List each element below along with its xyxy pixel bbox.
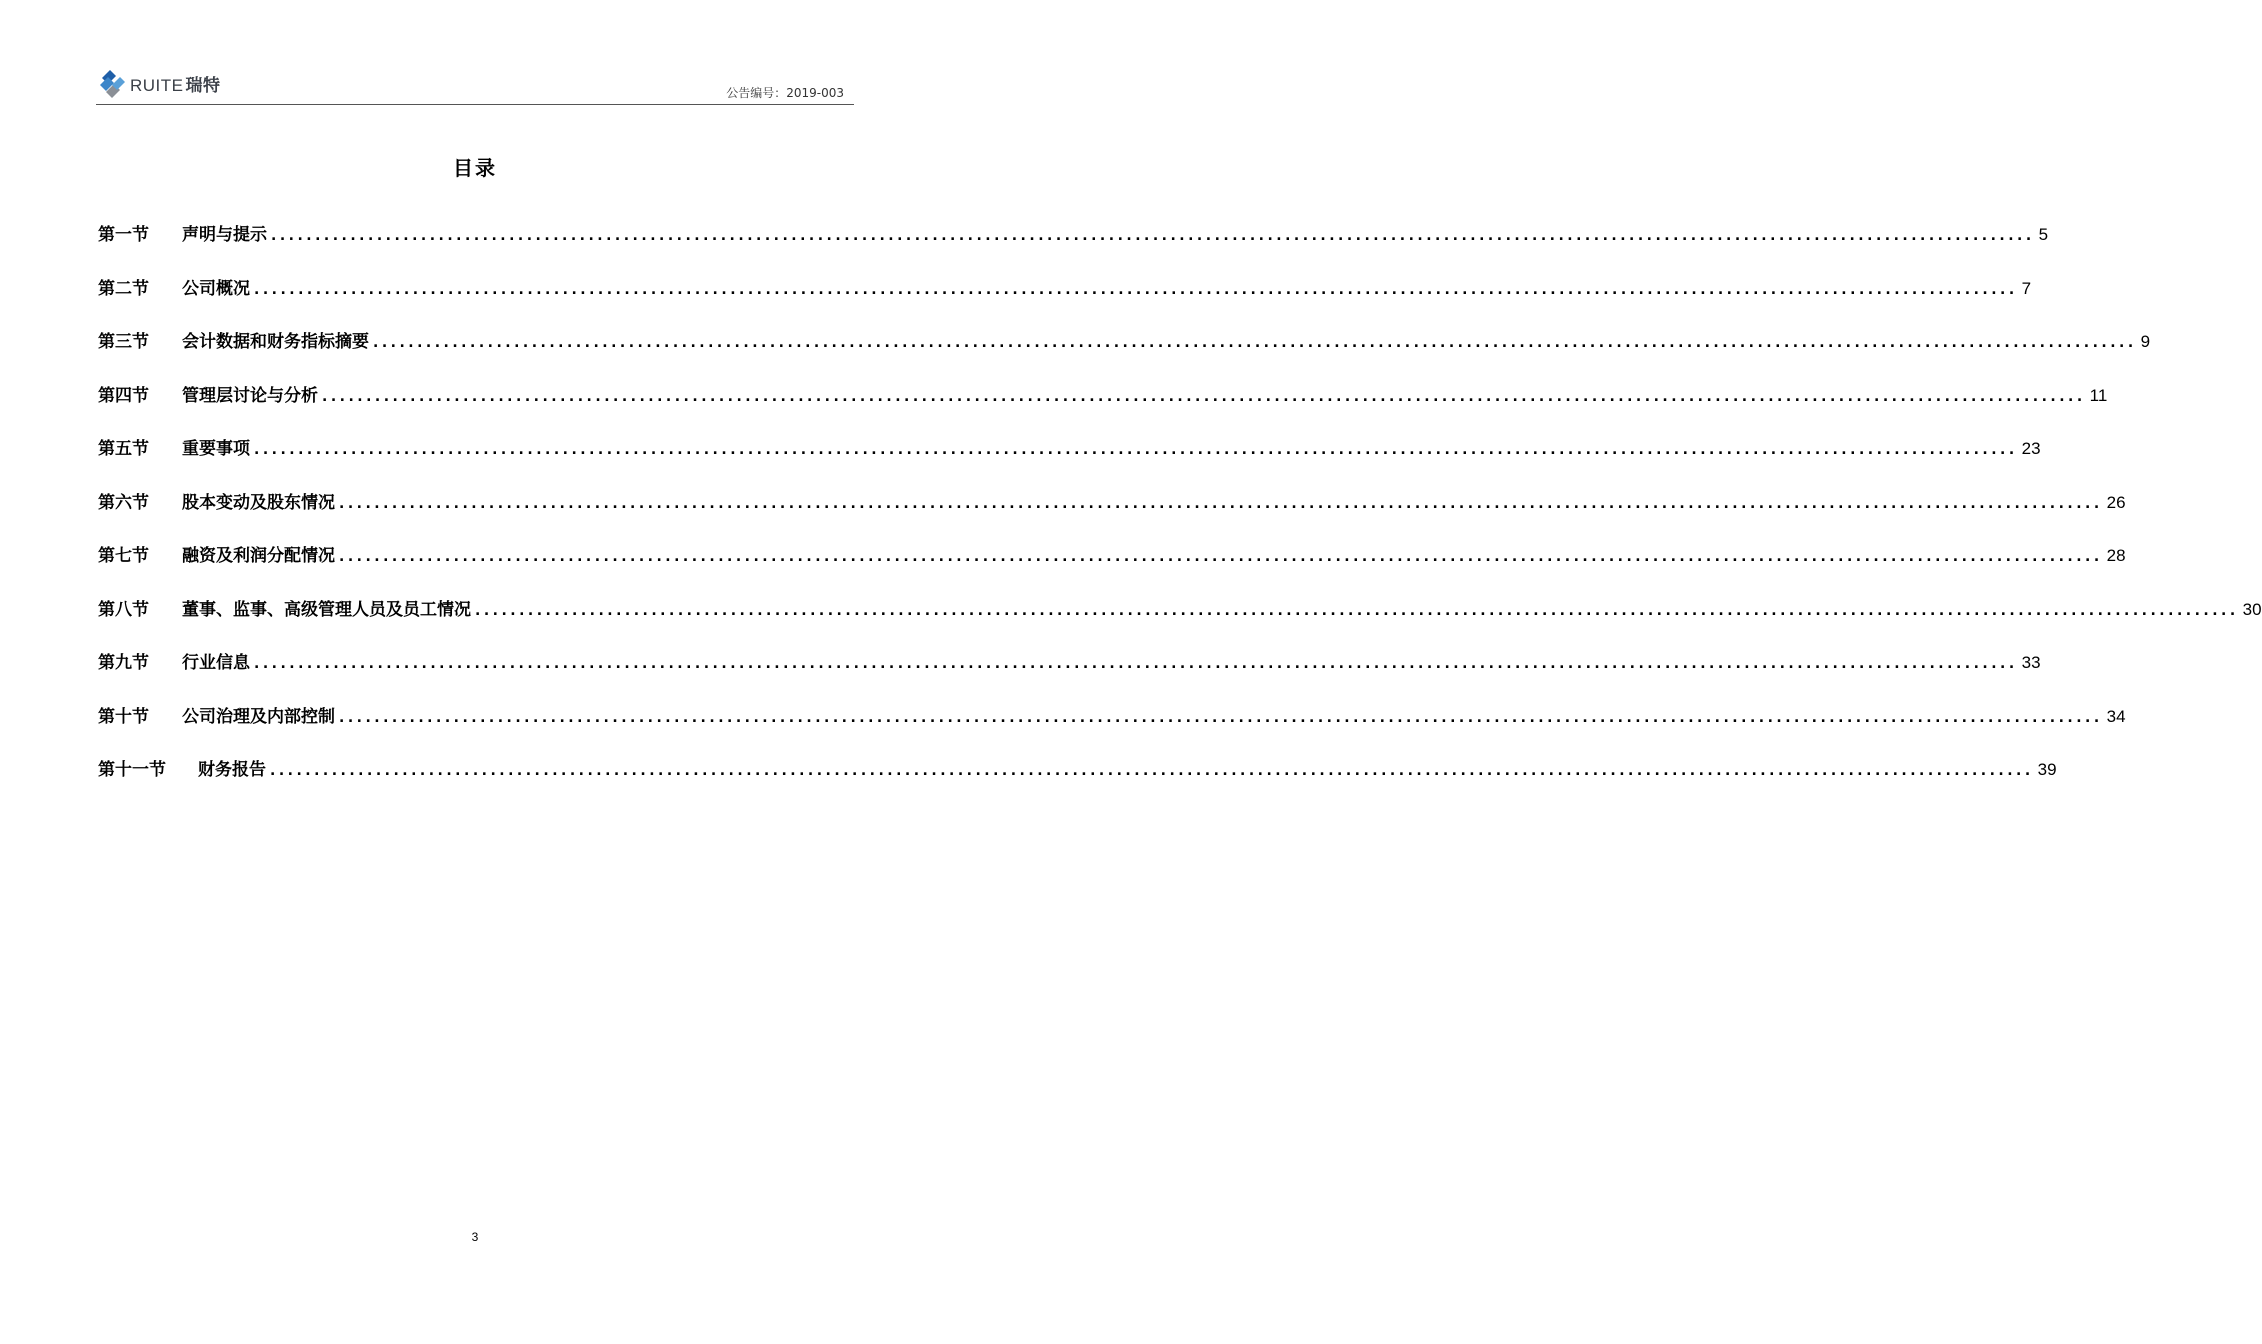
toc-leader: ........................................................................................................................................................................................................: [339, 495, 2103, 512]
toc-section: 第一节: [98, 225, 149, 245]
toc-title: 重要事项: [182, 439, 250, 459]
toc-leader: ........................................................................................................................................................................................................: [254, 442, 2018, 458]
logo-wordmark: RUITE 瑞特: [130, 75, 221, 96]
ruite-logo-icon: [98, 68, 126, 98]
toc-section: 第八节: [98, 599, 149, 620]
toc-leader: ........................................................................................................................................................................................................: [475, 602, 2239, 619]
toc-leader: ........................................................................................................................................................................................................: [270, 763, 2034, 779]
toc-leader: ........................................................................................................................................................................................................: [339, 549, 2103, 565]
toc-page: 26: [2106, 492, 2126, 512]
toc-page: 28: [2106, 546, 2126, 565]
toc-title: 公司概况: [182, 278, 250, 299]
toc-title: 公司治理及内部控制: [182, 706, 335, 727]
toc-leader: ........................................................................................................................................................................................................: [322, 388, 2086, 405]
toc-page: 34: [2106, 706, 2126, 726]
toc-leader: ........................................................................................................................................................................................................: [271, 228, 2035, 244]
toc-entry[interactable]: [98, 220, 2049, 274]
toc-page: 30: [2242, 599, 2262, 619]
toc-page: 7: [2021, 278, 2032, 298]
toc-title: 管理层讨论与分析: [182, 385, 318, 406]
toc-title: 股本变动及股东情况: [182, 492, 335, 513]
toc-title: 融资及利润分配情况: [182, 546, 335, 566]
toc-entry[interactable]: [98, 274, 2032, 328]
toc-page: 33: [2021, 653, 2041, 672]
toc-section: 第四节: [98, 385, 149, 406]
toc-entry[interactable]: [98, 327, 2151, 381]
toc-leader: ........................................................................................................................................................................................................: [339, 709, 2103, 726]
toc-section: 第九节: [98, 653, 149, 673]
page-header: [96, 64, 854, 105]
toc-title: 行业信息: [182, 653, 250, 673]
toc-title: 财务报告: [198, 760, 266, 780]
toc-section: 第六节: [98, 492, 149, 513]
toc-page: 23: [2021, 439, 2041, 458]
toc-page: 11: [2089, 385, 2108, 405]
toc-title: 声明与提示: [182, 225, 267, 245]
toc-entry[interactable]: [98, 541, 2126, 595]
toc-section: 第七节: [98, 546, 149, 566]
toc-page: 9: [2140, 332, 2151, 351]
toc-entry[interactable]: [98, 595, 2262, 649]
toc-page: 39: [2037, 760, 2057, 779]
toc-section: 第二节: [98, 278, 149, 299]
toc-leader: ........................................................................................................................................................................................................: [254, 656, 2018, 672]
page-number: 3: [471, 1230, 479, 1244]
company-logo: [98, 66, 221, 100]
page-title: 目录: [453, 156, 497, 180]
toc-section: 第十节: [98, 706, 149, 727]
toc-title: 会计数据和财务指标摘要: [182, 332, 369, 352]
toc-entry[interactable]: [98, 434, 2041, 488]
toc-leader: ........................................................................................................................................................................................................: [373, 335, 2137, 351]
toc-section: 第五节: [98, 439, 149, 459]
toc-section: 第三节: [98, 332, 149, 352]
toc-leader: ........................................................................................................................................................................................................: [254, 281, 2018, 298]
toc-entry[interactable]: [98, 755, 2057, 809]
toc-entry[interactable]: [98, 381, 2108, 435]
toc-entry[interactable]: [98, 488, 2126, 542]
table-of-contents: [98, 220, 2262, 809]
toc-entry[interactable]: [98, 648, 2041, 702]
toc-page: 5: [2038, 225, 2049, 244]
notice-number: 公告编号：2019-003: [726, 86, 844, 100]
toc-section: 第十一节: [98, 760, 166, 780]
toc-entry[interactable]: [98, 702, 2126, 756]
toc-title: 董事、监事、高级管理人员及员工情况: [182, 599, 471, 620]
